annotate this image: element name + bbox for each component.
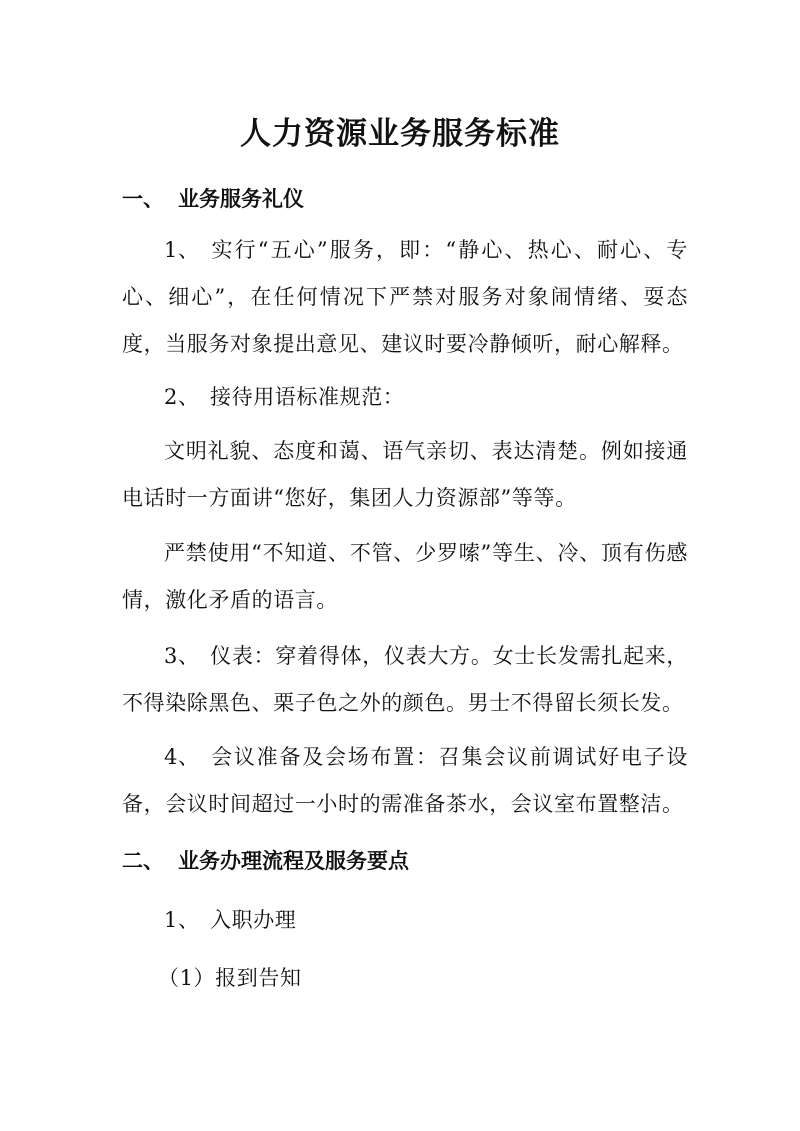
- item-text: 会议准备及会场布置：召集会议前调试好电子设备，会议时间超过一小时的需准备茶水，会议室布置整洁。: [122, 745, 688, 816]
- section-heading-2: [122, 845, 409, 875]
- paragraph-item-4: [122, 734, 688, 828]
- item-text: 接待用语标准规范：: [210, 385, 405, 409]
- section-heading-1: [122, 183, 304, 213]
- item-number: 1、: [164, 908, 200, 932]
- paragraph-item-3: [122, 633, 688, 727]
- subsection-1: [164, 904, 296, 934]
- item-number: 2、: [164, 385, 200, 409]
- section-label: 业务服务礼仪: [178, 186, 304, 211]
- item-text: 实行“五心”服务，即：“静心、热心、耐心、专心、细心”，在任何情况下严禁对服务对象闹情绪、耍态度，当服务对象提出意见、建议时要冷静倾听，耐心解释。: [122, 238, 688, 356]
- section-number: 一、: [122, 186, 164, 211]
- subsection-1-1: （1）报到告知: [158, 966, 302, 990]
- paragraph-banned-language: 严禁使用“不知道、不管、少罗嗦”等生、冷、顶有伤感情，激化矛盾的语言。: [122, 541, 688, 612]
- item-text: 仪表：穿着得体，仪表大方。女士长发需扎起来，不得染除黑色、栗子色之外的颜色。男士不得留长须长发。: [122, 644, 688, 715]
- section-number: 二、: [122, 848, 164, 873]
- item-number: 3、: [164, 644, 200, 668]
- paragraph-item-2: [122, 374, 688, 421]
- document-title: 人力资源业务服务标准: [240, 116, 560, 152]
- item-text: 入职办理: [210, 908, 297, 932]
- paragraph-item-1: [122, 227, 688, 368]
- item-number: 4、: [164, 745, 200, 769]
- item-number: 1、: [164, 238, 200, 262]
- section-label: 业务办理流程及服务要点: [178, 848, 409, 873]
- paragraph-civil-language: 文明礼貌、态度和蔼、语气亲切、表达清楚。例如接通电话时一方面讲“您好，集团人力资源部”等等。: [122, 439, 688, 510]
